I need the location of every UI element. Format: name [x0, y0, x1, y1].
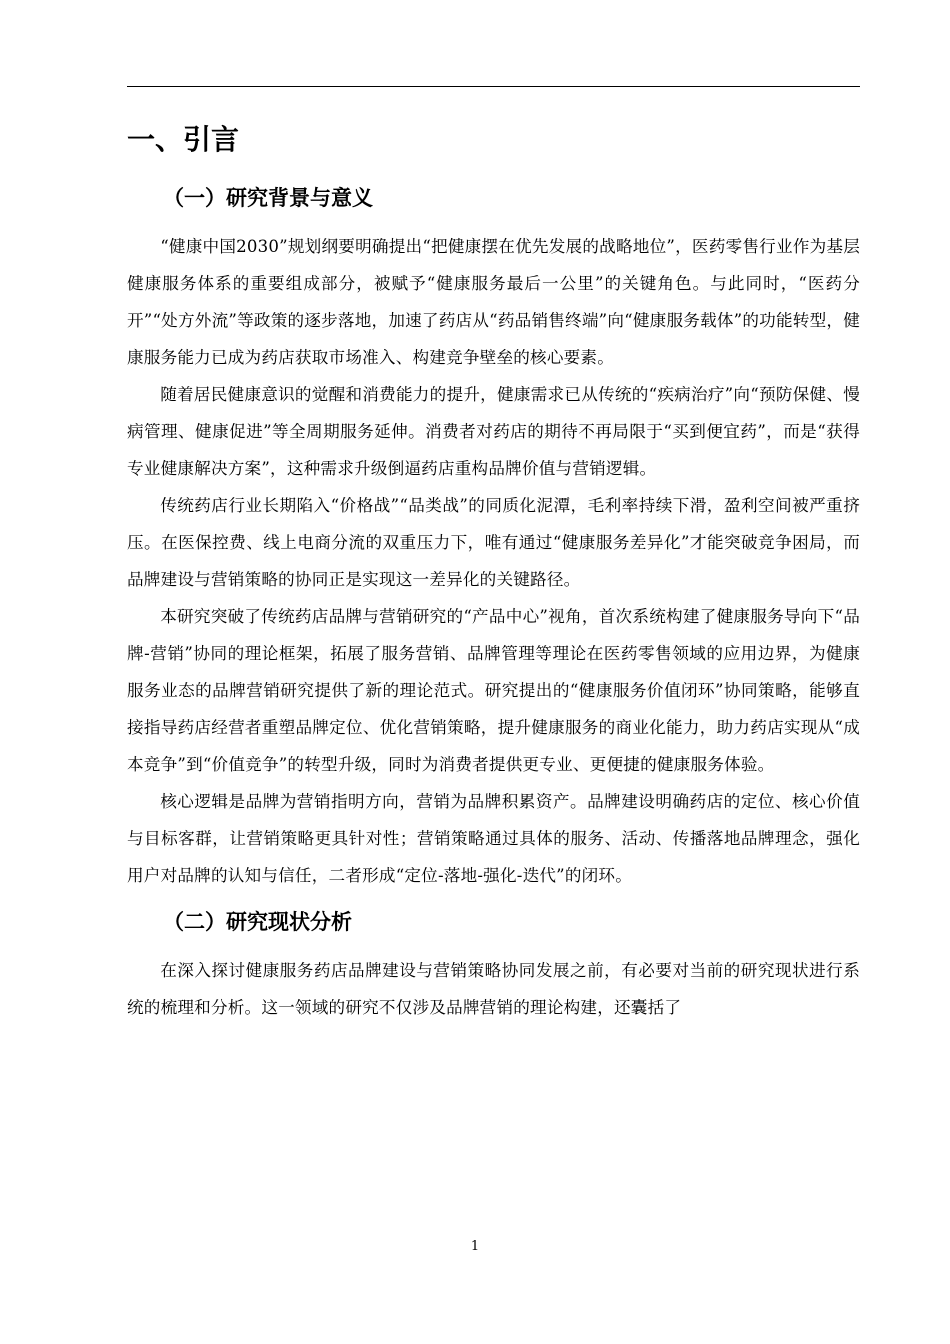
header-rule	[127, 86, 860, 87]
section-heading-background: （一）研究背景与意义	[163, 186, 373, 210]
paragraph: “健康中国2030”规划纲要明确提出“把健康摆在优先发展的战略地位”，医药零售行业作为基层健康服务体系的重要组成部分，被赋予“健康服务最后一公里”的关键角色。与此同时，“医药分开”“处方外流”等政策的逐步落地，加速了药店从“药品销售终端”向“健康服务载体”的功能转型，健康服务能力已成为药店获取市场准入、构建竞争壁垒的核心要素。	[127, 237, 860, 367]
paragraph: 本研究突破了传统药店品牌与营销研究的“产品中心”视角，首次系统构建了健康服务导向下“品牌-营销”协同的理论框架，拓展了服务营销、品牌管理等理论在医药零售领域的应用边界，为健康服务业态的品牌营销研究提供了新的理论范式。研究提出的“健康服务价值闭环”协同策略，能够直接指导药店经营者重塑品牌定位、优化营销策略，提升健康服务的商业化能力，助力药店实现从“成本竞争”到“价值竞争”的转型升级，同时为消费者提供更专业、更便捷的健康服务体验。	[127, 607, 860, 774]
paragraph: 核心逻辑是品牌为营销指明方向，营销为品牌积累资产。品牌建设明确药店的定位、核心价值与目标客群，让营销策略更具针对性；营销策略通过具体的服务、活动、传播落地品牌理念，强化用户对品牌的认知与信任，二者形成“定位-落地-强化-迭代”的闭环。	[127, 792, 860, 885]
page-number: 1	[470, 1239, 480, 1254]
paragraph: 在深入探讨健康服务药店品牌建设与营销策略协同发展之前，有必要对当前的研究现状进行系统的梳理和分析。这一领域的研究不仅涉及品牌营销的理论构建，还囊括了	[127, 961, 860, 1017]
chapter-heading: 一、引言	[127, 123, 240, 156]
document-body	[127, 110, 860, 1026]
section-heading-status: （二）研究现状分析	[163, 910, 352, 934]
paragraph: 传统药店行业长期陷入“价格战”“品类战”的同质化泥潭，毛利率持续下滑，盈利空间被严重挤压。在医保控费、线上电商分流的双重压力下，唯有通过“健康服务差异化”才能突破竞争困局，而品牌建设与营销策略的协同正是实现这一差异化的关键路径。	[127, 496, 860, 589]
paragraph: 随着居民健康意识的觉醒和消费能力的提升，健康需求已从传统的“疾病治疗”向“预防保健、慢病管理、健康促进”等全周期服务延伸。消费者对药店的期待不再局限于“买到便宜药”，而是“获得专业健康解决方案”，这种需求升级倒逼药店重构品牌价值与营销逻辑。	[127, 385, 860, 478]
